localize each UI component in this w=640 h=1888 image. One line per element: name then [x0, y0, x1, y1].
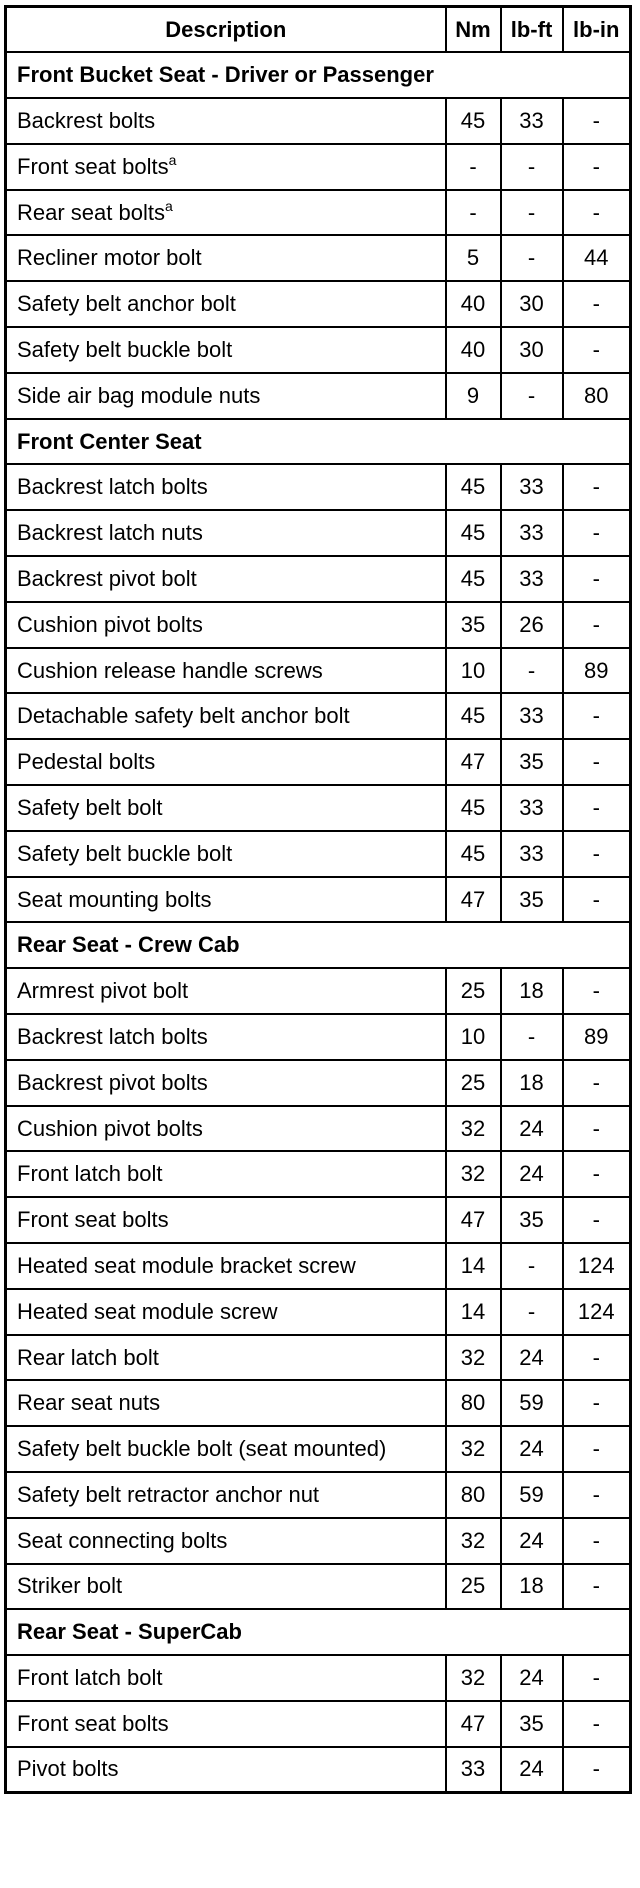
nm-cell: - [446, 144, 501, 190]
torque-spec-table [4, 5, 632, 1794]
lbin-cell: - [563, 144, 631, 190]
nm-cell: 47 [446, 739, 501, 785]
table-row [6, 968, 631, 1014]
description-cell [6, 1472, 446, 1518]
lbft-cell: 59 [501, 1380, 563, 1426]
description-cell [6, 1747, 446, 1793]
description-cell [6, 1655, 446, 1701]
description-text: Front latch bolt [17, 1161, 163, 1187]
description-cell [6, 1518, 446, 1564]
description-cell [6, 1060, 446, 1106]
table-row [6, 190, 631, 236]
description-text: Heated seat module screw [17, 1298, 278, 1324]
lbin-cell: - [563, 1380, 631, 1426]
description-cell [6, 327, 446, 373]
header-lbin: lb-in [563, 7, 631, 53]
description-text: Armrest pivot bolt [17, 978, 189, 1004]
lbin-cell: - [563, 190, 631, 236]
lbin-cell: - [563, 464, 631, 510]
description-text: Pedestal bolts [17, 749, 156, 775]
description-cell [6, 831, 446, 877]
description-text: Safety belt anchor bolt [17, 291, 236, 317]
lbft-cell: 33 [501, 693, 563, 739]
table-row [6, 739, 631, 785]
section-title: Front Center Seat [6, 419, 631, 465]
nm-cell: 40 [446, 327, 501, 373]
table-row [6, 831, 631, 877]
lbft-cell: 33 [501, 464, 563, 510]
lbft-cell: - [501, 1243, 563, 1289]
table-row [6, 1151, 631, 1197]
lbft-cell: 35 [501, 1701, 563, 1747]
description-cell [6, 693, 446, 739]
description-cell [6, 648, 446, 694]
description-text: Recliner motor bolt [17, 245, 202, 271]
description-cell [6, 190, 446, 236]
description-text: Safety belt buckle bolt [17, 336, 233, 362]
table-row [6, 1564, 631, 1610]
nm-cell: 32 [446, 1335, 501, 1381]
description-text: Safety belt bolt [17, 794, 163, 820]
description-text: Backrest pivot bolts [17, 1069, 208, 1095]
description-text: Cushion release handle screws [17, 657, 323, 683]
nm-cell: 25 [446, 1564, 501, 1610]
description-text: Safety belt buckle bolt (seat mounted) [17, 1436, 387, 1462]
table-row [6, 1289, 631, 1335]
table-body [6, 52, 631, 1792]
description-text: Front seat bolts [17, 1710, 169, 1736]
lbft-cell: 26 [501, 602, 563, 648]
description-cell [6, 1243, 446, 1289]
lbin-cell: - [563, 1060, 631, 1106]
nm-cell: 47 [446, 1197, 501, 1243]
lbft-cell: - [501, 373, 563, 419]
lbft-cell: 33 [501, 785, 563, 831]
nm-cell: 14 [446, 1243, 501, 1289]
description-text: Striker bolt [17, 1573, 123, 1599]
description-text: Backrest latch nuts [17, 520, 203, 546]
lbin-cell: - [563, 98, 631, 144]
lbft-cell: - [501, 190, 563, 236]
lbin-cell: - [563, 1335, 631, 1381]
lbft-cell: 24 [501, 1106, 563, 1152]
lbft-cell: - [501, 235, 563, 281]
nm-cell: 35 [446, 602, 501, 648]
description-text: Safety belt retractor anchor nut [17, 1481, 320, 1507]
torque-spec-table-container [4, 5, 632, 1794]
lbin-cell: - [563, 1197, 631, 1243]
lbin-cell: - [563, 602, 631, 648]
footnote-marker: a [168, 151, 177, 168]
description-cell [6, 98, 446, 144]
description-cell [6, 1014, 446, 1060]
lbin-cell: - [563, 1472, 631, 1518]
lbft-cell: 24 [501, 1747, 563, 1793]
section-header-row [6, 52, 631, 98]
section-title: Front Bucket Seat - Driver or Passenger [6, 52, 631, 98]
description-cell [6, 602, 446, 648]
table-row [6, 1106, 631, 1152]
lbin-cell: - [563, 1655, 631, 1701]
nm-cell: 32 [446, 1518, 501, 1564]
lbft-cell: - [501, 144, 563, 190]
lbin-cell: 89 [563, 648, 631, 694]
lbft-cell: 35 [501, 739, 563, 785]
nm-cell: 10 [446, 648, 501, 694]
description-text: Backrest latch bolts [17, 1023, 208, 1049]
description-text: Cushion pivot bolts [17, 1115, 203, 1141]
description-text: Side air bag module nuts [17, 382, 261, 408]
nm-cell: 45 [446, 831, 501, 877]
nm-cell: 32 [446, 1426, 501, 1472]
nm-cell: 40 [446, 281, 501, 327]
description-cell [6, 1426, 446, 1472]
nm-cell: - [446, 190, 501, 236]
description-cell [6, 373, 446, 419]
lbin-cell: - [563, 1564, 631, 1610]
nm-cell: 47 [446, 1701, 501, 1747]
nm-cell: 25 [446, 1060, 501, 1106]
lbin-cell: - [563, 785, 631, 831]
description-text: Heated seat module bracket screw [17, 1252, 356, 1278]
table-row [6, 1014, 631, 1060]
header-row [6, 7, 631, 53]
table-row [6, 1472, 631, 1518]
table-row [6, 556, 631, 602]
table-row [6, 1197, 631, 1243]
table-row [6, 1380, 631, 1426]
lbft-cell: 24 [501, 1426, 563, 1472]
lbin-cell: - [563, 1106, 631, 1152]
footnote-marker: a [164, 197, 173, 214]
nm-cell: 45 [446, 464, 501, 510]
table-row [6, 1518, 631, 1564]
nm-cell: 80 [446, 1380, 501, 1426]
table-row [6, 877, 631, 923]
nm-cell: 32 [446, 1151, 501, 1197]
description-text: Seat mounting bolts [17, 886, 212, 912]
description-text: Rear latch bolt [17, 1344, 159, 1370]
lbft-cell: - [501, 1014, 563, 1060]
section-header-row [6, 922, 631, 968]
lbin-cell: 124 [563, 1289, 631, 1335]
description-cell [6, 1335, 446, 1381]
table-row [6, 1426, 631, 1472]
table-row [6, 144, 631, 190]
table-row [6, 510, 631, 556]
lbin-cell: - [563, 1426, 631, 1472]
description-cell [6, 510, 446, 556]
table-row [6, 1243, 631, 1289]
lbft-cell: 24 [501, 1335, 563, 1381]
description-cell [6, 1197, 446, 1243]
description-text: Pivot bolts [17, 1756, 119, 1782]
description-cell [6, 877, 446, 923]
table-row [6, 464, 631, 510]
description-text: Detachable safety belt anchor bolt [17, 703, 350, 729]
nm-cell: 47 [446, 877, 501, 923]
lbin-cell: 89 [563, 1014, 631, 1060]
lbin-cell: - [563, 739, 631, 785]
description-cell [6, 739, 446, 785]
nm-cell: 45 [446, 510, 501, 556]
table-row [6, 373, 631, 419]
table-row [6, 281, 631, 327]
nm-cell: 25 [446, 968, 501, 1014]
description-text: Front seat bolts [17, 1207, 169, 1233]
description-text: Backrest pivot bolt [17, 565, 197, 591]
description-text: Safety belt buckle bolt [17, 840, 233, 866]
description-cell [6, 235, 446, 281]
lbft-cell: 33 [501, 510, 563, 556]
lbin-cell: - [563, 968, 631, 1014]
lbin-cell: - [563, 831, 631, 877]
nm-cell: 32 [446, 1655, 501, 1701]
lbft-cell: - [501, 1289, 563, 1335]
header-description: Description [6, 7, 446, 53]
nm-cell: 80 [446, 1472, 501, 1518]
description-text: Cushion pivot bolts [17, 611, 203, 637]
lbin-cell: - [563, 693, 631, 739]
header-nm: Nm [446, 7, 501, 53]
lbin-cell: 80 [563, 373, 631, 419]
table-row [6, 693, 631, 739]
section-header-row [6, 1609, 631, 1655]
nm-cell: 5 [446, 235, 501, 281]
lbin-cell: - [563, 1151, 631, 1197]
lbin-cell: - [563, 1747, 631, 1793]
lbft-cell: 30 [501, 327, 563, 373]
lbft-cell: 18 [501, 968, 563, 1014]
description-text: Front seat bolts [17, 153, 169, 179]
description-cell [6, 1106, 446, 1152]
description-cell [6, 1289, 446, 1335]
table-row [6, 602, 631, 648]
lbft-cell: 35 [501, 1197, 563, 1243]
table-row [6, 648, 631, 694]
lbin-cell: - [563, 556, 631, 602]
table-row [6, 1701, 631, 1747]
description-text: Backrest latch bolts [17, 474, 208, 500]
table-row [6, 785, 631, 831]
table-row [6, 1747, 631, 1793]
description-text: Rear seat nuts [17, 1390, 161, 1416]
nm-cell: 45 [446, 693, 501, 739]
lbft-cell: 33 [501, 98, 563, 144]
lbft-cell: 59 [501, 1472, 563, 1518]
description-cell [6, 281, 446, 327]
nm-cell: 14 [446, 1289, 501, 1335]
nm-cell: 32 [446, 1106, 501, 1152]
description-cell [6, 556, 446, 602]
description-cell [6, 1151, 446, 1197]
table-row [6, 235, 631, 281]
lbft-cell: 33 [501, 831, 563, 877]
lbft-cell: 33 [501, 556, 563, 602]
description-cell [6, 968, 446, 1014]
description-cell [6, 1701, 446, 1747]
description-cell [6, 785, 446, 831]
lbft-cell: 18 [501, 1564, 563, 1610]
table-row [6, 1655, 631, 1701]
section-title: Rear Seat - SuperCab [6, 1609, 631, 1655]
description-cell [6, 1380, 446, 1426]
nm-cell: 45 [446, 556, 501, 602]
lbft-cell: 35 [501, 877, 563, 923]
lbft-cell: 24 [501, 1151, 563, 1197]
nm-cell: 9 [446, 373, 501, 419]
nm-cell: 45 [446, 98, 501, 144]
description-text: Seat connecting bolts [17, 1527, 228, 1553]
section-title: Rear Seat - Crew Cab [6, 922, 631, 968]
lbin-cell: - [563, 327, 631, 373]
nm-cell: 33 [446, 1747, 501, 1793]
lbin-cell: 44 [563, 235, 631, 281]
lbin-cell: - [563, 1518, 631, 1564]
description-text: Front latch bolt [17, 1665, 163, 1691]
nm-cell: 10 [446, 1014, 501, 1060]
lbft-cell: 30 [501, 281, 563, 327]
lbft-cell: - [501, 648, 563, 694]
section-header-row [6, 419, 631, 465]
lbft-cell: 18 [501, 1060, 563, 1106]
nm-cell: 45 [446, 785, 501, 831]
table-row [6, 1060, 631, 1106]
lbft-cell: 24 [501, 1518, 563, 1564]
description-cell [6, 1564, 446, 1610]
lbft-cell: 24 [501, 1655, 563, 1701]
lbin-cell: - [563, 1701, 631, 1747]
table-row [6, 1335, 631, 1381]
header-lbft: lb-ft [501, 7, 563, 53]
description-cell [6, 144, 446, 190]
lbin-cell: 124 [563, 1243, 631, 1289]
description-text: Backrest bolts [17, 107, 156, 133]
lbin-cell: - [563, 281, 631, 327]
lbin-cell: - [563, 877, 631, 923]
table-row [6, 98, 631, 144]
description-cell [6, 464, 446, 510]
description-text: Rear seat bolts [17, 199, 165, 225]
table-row [6, 327, 631, 373]
lbin-cell: - [563, 510, 631, 556]
